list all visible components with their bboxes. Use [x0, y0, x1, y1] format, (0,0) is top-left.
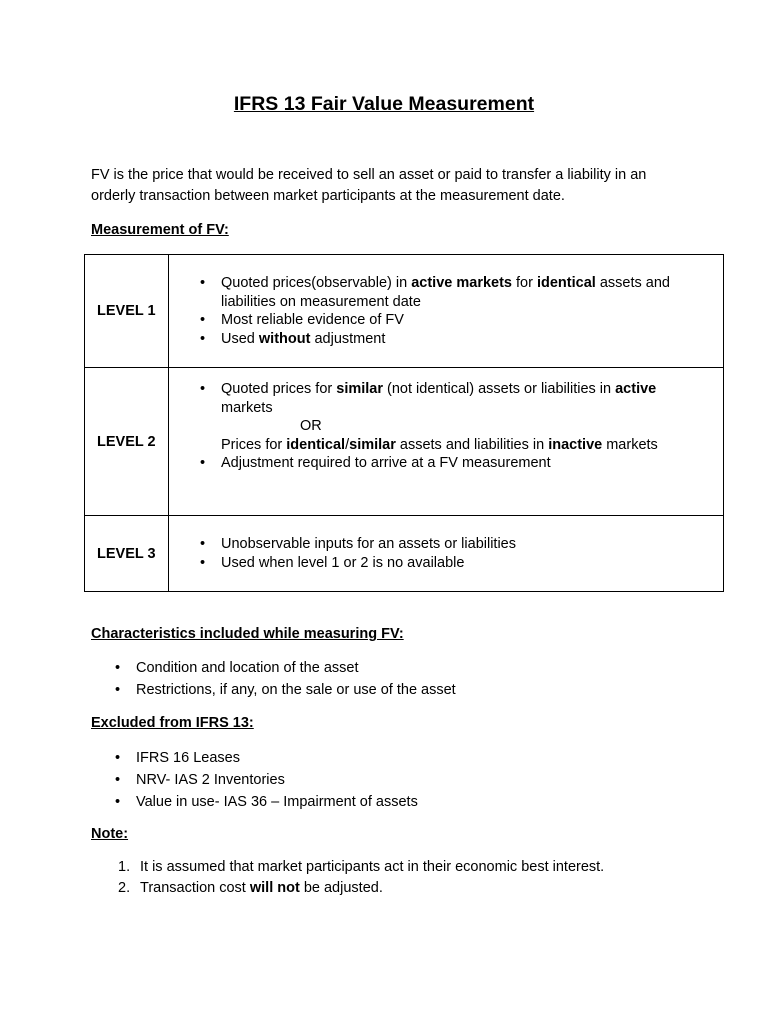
- notes-list: [91, 857, 711, 899]
- level-3-row: [85, 516, 724, 592]
- level-label: LEVEL 3: [85, 516, 169, 592]
- characteristics-list: [91, 657, 691, 701]
- characteristics-heading: Characteristics included while measuring FV:: [91, 626, 404, 642]
- list-item: • Used when level 1 or 2 is no available: [169, 554, 723, 573]
- list-item: • Restrictions, if any, on the sale or use of the asset: [91, 679, 691, 701]
- level-2-row: [85, 368, 724, 516]
- measurement-heading: Measurement of FV:: [91, 222, 229, 238]
- level-description: [169, 516, 724, 592]
- list-item: 2. Transaction cost will not be adjusted.: [118, 880, 383, 896]
- list-item: • Quoted prices for similar (not identical) assets or liabilities in active markets: [169, 380, 723, 417]
- list-item: • Condition and location of the asset: [91, 657, 691, 679]
- list-item: • Most reliable evidence of FV: [169, 311, 723, 330]
- list-item: 1. It is assumed that market participants act in their economic best interest.: [118, 859, 605, 875]
- level-description: [169, 368, 724, 516]
- list-item: • Adjustment required to arrive at a FV measurement: [169, 454, 723, 473]
- level-1-row: [85, 255, 724, 368]
- or-separator: OR: [300, 418, 322, 435]
- level-label: LEVEL 2: [85, 368, 169, 516]
- levels-table: [84, 254, 724, 592]
- note-heading: Note:: [91, 826, 129, 842]
- list-item: • Value in use- IAS 36 – Impairment of assets: [91, 791, 691, 813]
- list-item: • NRV- IAS 2 Inventories: [91, 769, 691, 791]
- level-label: LEVEL 1: [85, 255, 169, 368]
- intro-paragraph: FV is the price that would be received to sell an asset or paid to transfer a liability in an orderly transaction between market participants at the measurement date.: [91, 167, 647, 204]
- page-title: IFRS 13 Fair Value Measurement: [233, 93, 535, 115]
- level-2-alt-text: Prices for identical/similar assets and liabilities in inactive markets: [221, 436, 658, 453]
- excluded-list: [91, 747, 691, 813]
- list-item: • Unobservable inputs for an assets or liabilities: [169, 535, 723, 554]
- list-item: • IFRS 16 Leases: [91, 747, 691, 769]
- level-description: [169, 255, 724, 368]
- list-item: • Quoted prices(observable) in active markets for identical assets and liabilities on measurement date: [169, 274, 723, 311]
- list-item: • Used without adjustment: [169, 330, 723, 349]
- excluded-heading: Excluded from IFRS 13:: [91, 715, 254, 731]
